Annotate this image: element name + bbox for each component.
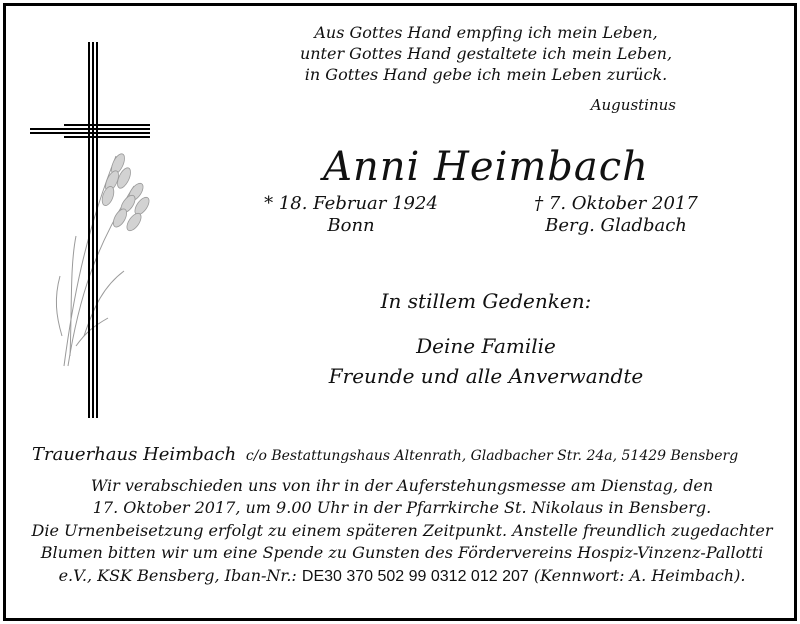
death-info bbox=[526, 193, 706, 237]
poem-line-1: Aus Gottes Hand empfing ich mein Leben, bbox=[314, 23, 658, 42]
poem bbox=[236, 22, 736, 85]
announcement-line-5 bbox=[20, 565, 784, 588]
poem-line-2: unter Gottes Hand gestaltete ich mein Leben, bbox=[299, 44, 673, 63]
iban-label: e.V., KSK Bensberg, Iban-Nr.: bbox=[58, 565, 297, 585]
birth-date: * 18. Februar 1924 bbox=[264, 193, 438, 214]
funeral-home-name: Trauerhaus Heimbach bbox=[32, 444, 237, 465]
mourners-line-1: Deine Familie bbox=[416, 334, 556, 358]
announcement-line-1: Wir verabschieden uns von ihr in der Auferstehungsmesse am Dienstag, den bbox=[90, 476, 714, 495]
death-place: Berg. Gladbach bbox=[545, 215, 687, 236]
iban-number: DE30 370 502 99 0312 012 207 bbox=[301, 567, 529, 585]
announcement-line-3: Die Urnenbeisetzung erfolgt zu einem späteren Zeitpunkt. Anstelle freundlich zugedachter bbox=[31, 520, 773, 540]
announcement-line-2: 17. Oktober 2017, um 9.00 Uhr in der Pfarrkirche St. Nikolaus in Bensberg. bbox=[92, 498, 712, 518]
birth-place: Bonn bbox=[327, 215, 375, 236]
kennwort: (Kennwort: A. Heimbach). bbox=[533, 565, 746, 585]
funeral-home-address: c/o Bestattungshaus Altenrath, Gladbacher Str. 24a, 51429 Bensberg bbox=[245, 448, 739, 464]
funeral-home bbox=[32, 444, 782, 465]
mourners-heading: In stillem Gedenken: bbox=[380, 289, 592, 313]
cross-with-wheat-icon bbox=[24, 36, 164, 426]
deceased-name: Anni Heimbach bbox=[323, 144, 649, 190]
mourners-line-2: Freunde und alle Anverwandte bbox=[328, 364, 644, 388]
obituary-notice bbox=[3, 3, 797, 621]
poem-author: Augustinus bbox=[590, 96, 676, 114]
poem-line-3: in Gottes Hand gebe ich mein Leben zurück. bbox=[304, 65, 668, 84]
announcement-line-4: Blumen bitten wir um eine Spende zu Gunsten des Fördervereins Hospiz-Vinzenz-Pallotti bbox=[40, 543, 764, 563]
birth-info bbox=[246, 193, 456, 237]
mourners-list bbox=[276, 331, 696, 391]
announcement bbox=[20, 475, 784, 588]
death-date: † 7. Oktober 2017 bbox=[534, 193, 698, 214]
